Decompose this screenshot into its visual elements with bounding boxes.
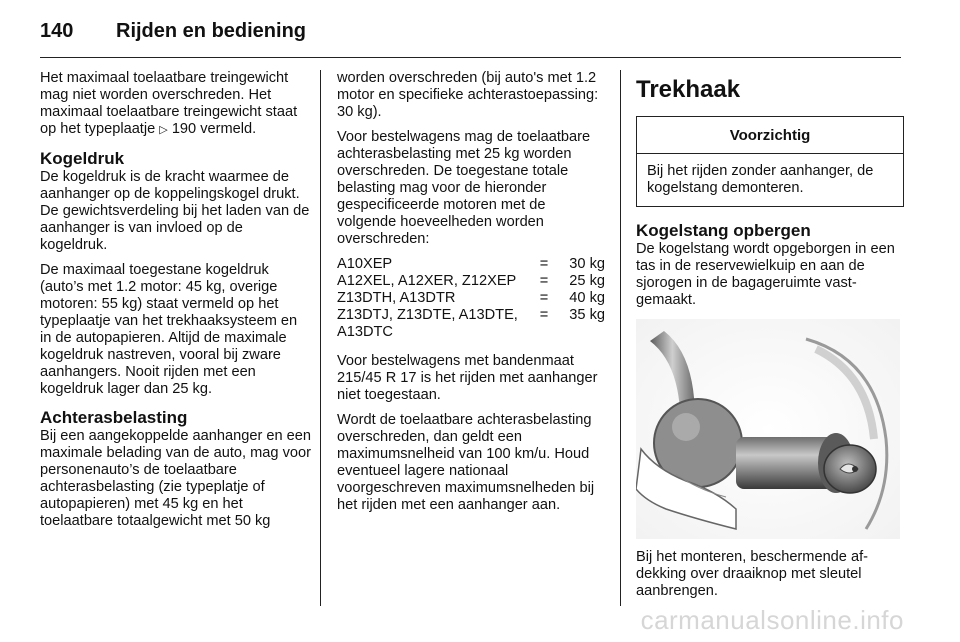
table-row [337, 273, 605, 290]
caution-box [636, 116, 904, 207]
caution-text: Bij het rijden zonder aanhanger, de kogelstang demonteren. [647, 163, 874, 196]
equals-sign: = [539, 273, 549, 289]
load-value: 25 kg [569, 273, 605, 289]
engine-load-table [337, 256, 605, 341]
column-2 [337, 70, 605, 522]
page-header [40, 14, 900, 54]
intro-suffix: vermeld. [200, 121, 257, 137]
chapter-title: Rijden en bediening [116, 20, 307, 42]
monteren-paragraph: Bij het monteren, beschermende afdekking over draaiknop met sleutel aanbrengen. [636, 549, 869, 599]
engine-model: Z13DTJ, Z13DTE, A13DTE, A13DTC [337, 307, 518, 340]
watermark: carmanualsonline.info [640, 605, 904, 635]
table-row [337, 256, 605, 273]
section-title-trekhaak: Trekhaak [636, 76, 741, 103]
caution-title: Voorzichtig [637, 117, 903, 154]
equals-sign: = [539, 307, 549, 323]
engine-model: A10XEP [337, 256, 393, 272]
equals-sign: = [539, 256, 549, 272]
engine-model: Z13DTH, A13DTR [337, 290, 456, 306]
header-divider [40, 57, 901, 58]
column-1 [40, 70, 312, 538]
opbergen-paragraph: De kogelstang wordt opgeborgen in een tas in de reservewielkuip en aan de sjorogen in de bagageruimte vastgemaakt. [636, 241, 895, 308]
load-value: 35 kg [569, 307, 605, 323]
load-value: 40 kg [569, 290, 605, 306]
intro-paragraph [40, 70, 312, 139]
engine-model: A12XEL, A12XER, Z12XEP [337, 273, 517, 289]
page-number: 140 [40, 20, 74, 42]
kogeldruk-paragraph-2: De maximaal toegestane kogeldruk (auto’s met 1.2 motor: 45 kg, overige motoren: 55 kg) staat vermeld op het typeplaatje van het trekhaaksysteem en in de autopapieren. Altijd de maximale kogeldruk nastreven, vooral bij zware aanhangers. Nooit rijden met een kogeldruk lager dan 25 kg. [40, 262, 298, 397]
section-heading-achterasbelasting: Achterasbelasting [40, 408, 188, 427]
achterasbelasting-paragraph: Bij een aangekoppelde aanhanger en een maximale belading van de auto, mag voor personenauto’s de toelaatbare achterasbelasting (zie typeplatje of autopapieren) met 45 kg en het toelaatbare totaalgewicht met 50 kg [40, 428, 312, 529]
col2-paragraph-3: Voor bestelwagens met bandenmaat 215/45 R 17 is het rijden met aanhanger niet toegestaan. [337, 353, 598, 403]
column-divider [620, 70, 621, 606]
page-reference-link[interactable]: 190 [171, 121, 197, 137]
column-divider [320, 70, 321, 606]
col2-paragraph-2: Voor bestelwagens mag de toelaatbare achterasbelasting met 25 kg worden overschreden. De toegestane totale belasting mag voor de hieronder gespecificeerde motoren met de volgende hoeveelheden worden overschreden: [337, 129, 591, 247]
tow-bar-illustration [636, 319, 900, 539]
column-3 [636, 70, 904, 608]
arrow-right-icon: ▷ [159, 124, 168, 136]
table-row [337, 290, 605, 307]
table-row [337, 307, 605, 341]
col2-paragraph-4: Wordt de toelaatbare achterasbelasting overschreden, dan geldt een maximumsnelheid van 100 km/u. Houd eventueel lagere nationaal voorgeschreven maximumsnelheden bij het rijden met een aanhanger aan. [337, 412, 595, 513]
col2-paragraph-1: worden overschreden (bij auto's met 1.2 motor en specifieke achterastoepassing: 30 kg). [337, 70, 599, 120]
load-value: 30 kg [569, 256, 605, 272]
section-heading-kogelstang-opbergen: Kogelstang opbergen [636, 221, 811, 240]
intro-text: Het maximaal toelaatbare treingewicht mag niet worden overschreden. Het maximaal toelaatbare treingewicht staat op het typeplaatje [40, 70, 298, 137]
section-heading-kogeldruk: Kogeldruk [40, 149, 125, 168]
kogeldruk-paragraph-1: De kogeldruk is de kracht waarmee de aanhanger op de koppelingskogel drukt. De gewichtsverdeling bij het laden van de aanhanger is van invloed op de kogeldruk. [40, 169, 310, 253]
equals-sign: = [539, 290, 549, 306]
